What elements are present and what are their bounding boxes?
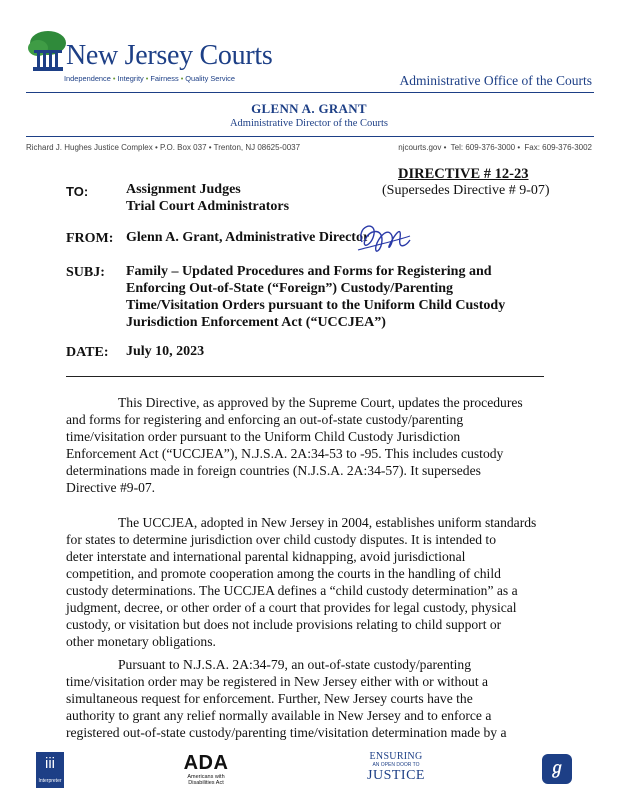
- paragraph-2: [66, 514, 546, 650]
- telephone: Tel: 609-376-3000: [450, 143, 516, 152]
- justice-top: ENSURING: [369, 751, 423, 762]
- ada-label: ADA: [183, 752, 229, 774]
- interpreter-logo: [36, 752, 64, 788]
- text-line: for states to determine jurisdiction over child custody disputes. It is intended to: [66, 532, 497, 547]
- signature-icon: [352, 216, 414, 262]
- ada-subtext: Disabilities Act: [188, 780, 224, 786]
- text-line: custody, or visitation but does not include provisions relating to child support or: [66, 617, 502, 632]
- ada-subtext: Americans with: [187, 774, 225, 780]
- ada-logo: [176, 752, 236, 786]
- text-line: deter interstate and international parental kidnapping, avoid jurisdictional: [66, 549, 466, 564]
- contact-info: njcourts.gov • Tel: 609-376-3000 • Fax: 609-376-3002: [398, 143, 592, 152]
- text-line: registered out-of-state custody/parenting time/visitation determination made by a: [66, 725, 507, 740]
- from-label: FROM:: [66, 231, 114, 246]
- brand-name: New Jersey Courts: [66, 40, 273, 71]
- fax: Fax: 609-376-3002: [524, 143, 592, 152]
- date-value: July 10, 2023: [126, 344, 205, 359]
- director-title: Administrative Director of the Courts: [229, 118, 389, 129]
- to-line: Trial Court Administrators: [126, 199, 290, 214]
- supersedes-note: (Supersedes Directive # 9-07): [382, 183, 550, 198]
- subject-label: SUBJ:: [66, 265, 105, 280]
- to-label: TO:: [66, 184, 89, 199]
- text-line: judgment, decree, or other order of a court that provides for legal custody, physical: [66, 600, 517, 615]
- from-value: Glenn A. Grant, Administrative Director: [126, 230, 370, 245]
- tagline-value: Integrity: [117, 74, 144, 83]
- text-line: competition, and promote cooperation among the courts in the handling of child: [66, 566, 501, 581]
- paragraph-1: [66, 394, 546, 496]
- justice-logo: [356, 752, 436, 783]
- divider: [66, 376, 544, 377]
- text-line: The UCCJEA, adopted in New Jersey in 2004, establishes uniform standards: [118, 515, 537, 530]
- tagline-value: Quality Service: [185, 74, 235, 83]
- tagline-value: Fairness: [150, 74, 179, 83]
- interpreter-label: Interpreter: [38, 778, 62, 784]
- website: njcourts.gov: [398, 143, 442, 152]
- tagline-value: Independence: [64, 74, 111, 83]
- paragraph-3: [66, 656, 546, 741]
- text-line: Enforcement Act (“UCCJEA”), N.J.S.A. 2A:34-53 to -95. This includes custody: [66, 446, 504, 461]
- director-name: GLENN A. GRANT: [251, 101, 367, 116]
- text-line: time/visitation order pursuant to the Uniform Child Custody Jurisdiction: [66, 429, 461, 444]
- text-line: This Directive, as approved by the Supreme Court, updates the procedures: [118, 395, 523, 410]
- divider: [26, 136, 594, 137]
- subject-line: Enforcing Out-of-State (“Foreign”) Custody/Parenting: [126, 281, 454, 296]
- text-line: authority to grant any relief normally available in New Jersey and to enforce a: [66, 708, 492, 723]
- text-line: and forms for registering and enforcing an out-of-state custody/parenting: [66, 412, 464, 427]
- text-line: Directive #9-07.: [66, 480, 156, 495]
- text-line: custody determinations. The UCCJEA defines a “child custody determination” as a: [66, 583, 518, 598]
- courthouse-logo-icon: [26, 26, 70, 76]
- text-line: Pursuant to N.J.S.A. 2A:34-79, an out-of-state custody/parenting: [118, 657, 472, 672]
- subject-line: Family – Updated Procedures and Forms for Registering and: [126, 264, 492, 279]
- hearing-assistance-icon: ℊ: [542, 754, 572, 784]
- office-name: Administrative Office of the Courts: [399, 73, 592, 88]
- subject-line: Jurisdiction Enforcement Act (“UCCJEA”): [126, 315, 386, 330]
- to-line: Assignment Judges: [126, 182, 241, 197]
- text-line: determinations made in foreign countries (N.J.S.A. 2A:34-57). It supersedes: [66, 463, 481, 478]
- justice-mid: AN OPEN DOOR TO: [372, 762, 420, 768]
- text-line: other monetary obligations.: [66, 634, 216, 649]
- letterhead: [0, 0, 618, 152]
- text-line: simultaneous request for enforcement. Further, New Jersey courts have the: [66, 691, 473, 706]
- people-icon: iii: [45, 755, 55, 772]
- subject-line: Time/Visitation Orders pursuant to the Uniform Child Custody: [126, 298, 506, 313]
- date-label: DATE:: [66, 345, 109, 360]
- directive-number: DIRECTIVE # 12-23: [398, 166, 529, 182]
- text-line: time/visitation order may be registered in New Jersey either with or without a: [66, 674, 489, 689]
- divider: [26, 92, 594, 93]
- address: Richard J. Hughes Justice Complex • P.O. Box 037 • Trenton, NJ 08625-0037: [26, 143, 301, 152]
- tagline: Independence • Integrity • Fairness • Quality Service: [64, 74, 235, 83]
- justice-bottom: JUSTICE: [367, 768, 425, 783]
